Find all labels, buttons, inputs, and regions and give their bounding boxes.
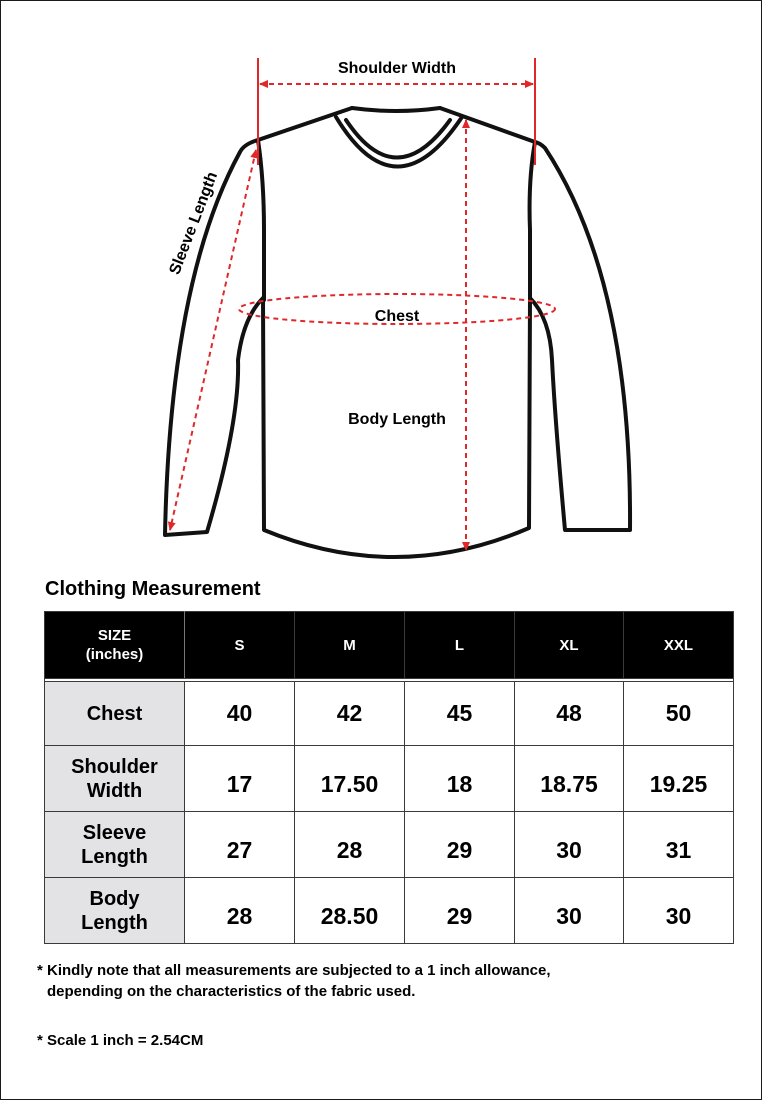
table-cell: 27 — [185, 812, 295, 878]
row-label-line2: Length — [81, 845, 148, 868]
size-header-xl: XL — [515, 612, 624, 679]
chest-label: Chest — [374, 308, 420, 325]
table-cell: 30 — [515, 878, 624, 944]
table-cell: 17.50 — [295, 746, 405, 812]
row-label-line1: Body — [89, 887, 140, 910]
table-cell: 18.75 — [515, 746, 624, 812]
size-table — [44, 611, 734, 944]
size-header-l: L — [405, 612, 515, 679]
table-cell: 45 — [405, 682, 515, 746]
table-cell: 30 — [515, 812, 624, 878]
table-cell: 19.25 — [624, 746, 734, 812]
scale-note: * Scale 1 inch = 2.54CM — [37, 1032, 204, 1049]
table-row-shoulder-width — [45, 746, 734, 812]
size-header-s: S — [185, 612, 295, 679]
row-label-line1: Shoulder — [71, 755, 158, 778]
size-header-label-line2: (inches) — [85, 646, 144, 663]
table-cell: 28.50 — [295, 878, 405, 944]
table-cell: 50 — [624, 682, 734, 746]
table-row-body-length — [45, 878, 734, 944]
table-cell: 17 — [185, 746, 295, 812]
allowance-note-line1: * Kindly note that all measurements are subjected to a 1 inch allowance, — [37, 962, 551, 979]
row-label-line1: Sleeve — [82, 821, 147, 844]
table-row-chest — [45, 682, 734, 746]
row-label-sleeve-length — [45, 812, 185, 878]
row-label-body-length — [45, 878, 185, 944]
row-label-shoulder-width — [45, 746, 185, 812]
size-header-label — [45, 612, 185, 679]
row-label-line1: Chest — [86, 702, 143, 725]
measurement-lines — [170, 58, 555, 550]
table-cell: 28 — [295, 812, 405, 878]
sweater-outline — [165, 108, 630, 557]
body-length-label: Body Length — [348, 411, 446, 428]
table-row-sleeve-length — [45, 812, 734, 878]
table-cell: 40 — [185, 682, 295, 746]
table-cell: 31 — [624, 812, 734, 878]
table-cell: 29 — [405, 878, 515, 944]
size-header-m: M — [295, 612, 405, 679]
size-header-label-line1: SIZE — [97, 627, 132, 644]
size-header-row — [45, 612, 734, 679]
allowance-note-line2: depending on the characteristics of the fabric used. — [47, 983, 416, 1000]
row-label-chest — [45, 682, 185, 746]
table-cell: 29 — [405, 812, 515, 878]
table-cell: 30 — [624, 878, 734, 944]
allowance-note — [37, 960, 551, 1002]
table-cell: 48 — [515, 682, 624, 746]
row-label-line2: Length — [81, 911, 148, 934]
size-header-xxl: XXL — [624, 612, 734, 679]
shoulder-width-label: Shoulder Width — [337, 60, 457, 77]
table-cell: 18 — [405, 746, 515, 812]
sleeve-length-label: Sleeve Length — [166, 169, 222, 278]
table-cell: 28 — [185, 878, 295, 944]
table-cell: 42 — [295, 682, 405, 746]
row-label-line2: Width — [86, 779, 143, 802]
section-title: Clothing Measurement — [45, 578, 261, 600]
